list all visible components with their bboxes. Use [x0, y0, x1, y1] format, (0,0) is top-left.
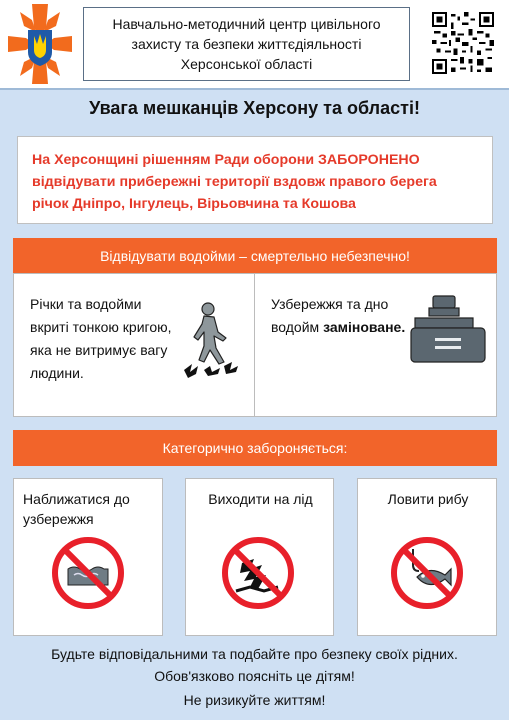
panel-divider [254, 274, 255, 416]
footer-line-3: Не ризикуйте життям! [183, 692, 326, 708]
prohibit-label-ice: Виходити на лід [208, 491, 313, 507]
prohibit-label-fishing: Ловити рибу [387, 491, 469, 507]
dsns-emblem-icon [6, 2, 74, 86]
prohibit-card-shore [13, 478, 163, 636]
footer-line-2: Обов'язково поясніть це дітям! [154, 668, 355, 684]
organization-name-box [83, 7, 410, 81]
person-on-ice-icon [174, 300, 246, 380]
no-fishing-icon [389, 535, 465, 611]
prohibit-label-shore: Наближатися до узбережжя [23, 491, 130, 527]
mined-shore-text-main: Узбережжя та дно водойм [271, 296, 389, 335]
danger-panel [13, 273, 497, 417]
notice-line-2: відвідувати прибережні території вздовж правого берега [32, 174, 437, 190]
mined-shore-text-bold: заміноване. [323, 319, 406, 335]
danger-banner: Відвідувати водойми – смертельно небезпечно! [13, 238, 497, 273]
org-line-2: захисту та безпеки життєдіяльності [131, 36, 362, 52]
mined-shore-text [271, 293, 411, 339]
landmine-icon [399, 294, 489, 364]
no-shore-icon [50, 535, 126, 611]
org-line-1: Навчально-методичний центр цивільного [112, 16, 381, 32]
footer-line-1: Будьте відповідальними та подбайте про безпеку своїх рідних. [51, 646, 458, 662]
prohibit-card-fishing [357, 478, 497, 636]
prohibit-card-ice [185, 478, 334, 636]
org-line-3: Херсонської області [180, 56, 313, 72]
header [0, 0, 509, 90]
qr-code-icon[interactable] [432, 12, 494, 74]
prohibition-notice [17, 136, 493, 224]
notice-line-1: На Херсонщині рішенням Ради оборони ЗАБОРОНЕНО [32, 152, 420, 168]
no-ice-icon [220, 535, 296, 611]
notice-line-3: річок Дніпро, Інгулець, Вірьовчина та Кошова [32, 196, 356, 212]
prohibited-banner: Категорично забороняється: [13, 430, 497, 466]
thin-ice-text: Річки та водойми вкриті тонкою кригою, яка не витримує вагу людини. [30, 296, 172, 381]
page-title: Увага мешканців Херсону та області! [89, 98, 420, 118]
